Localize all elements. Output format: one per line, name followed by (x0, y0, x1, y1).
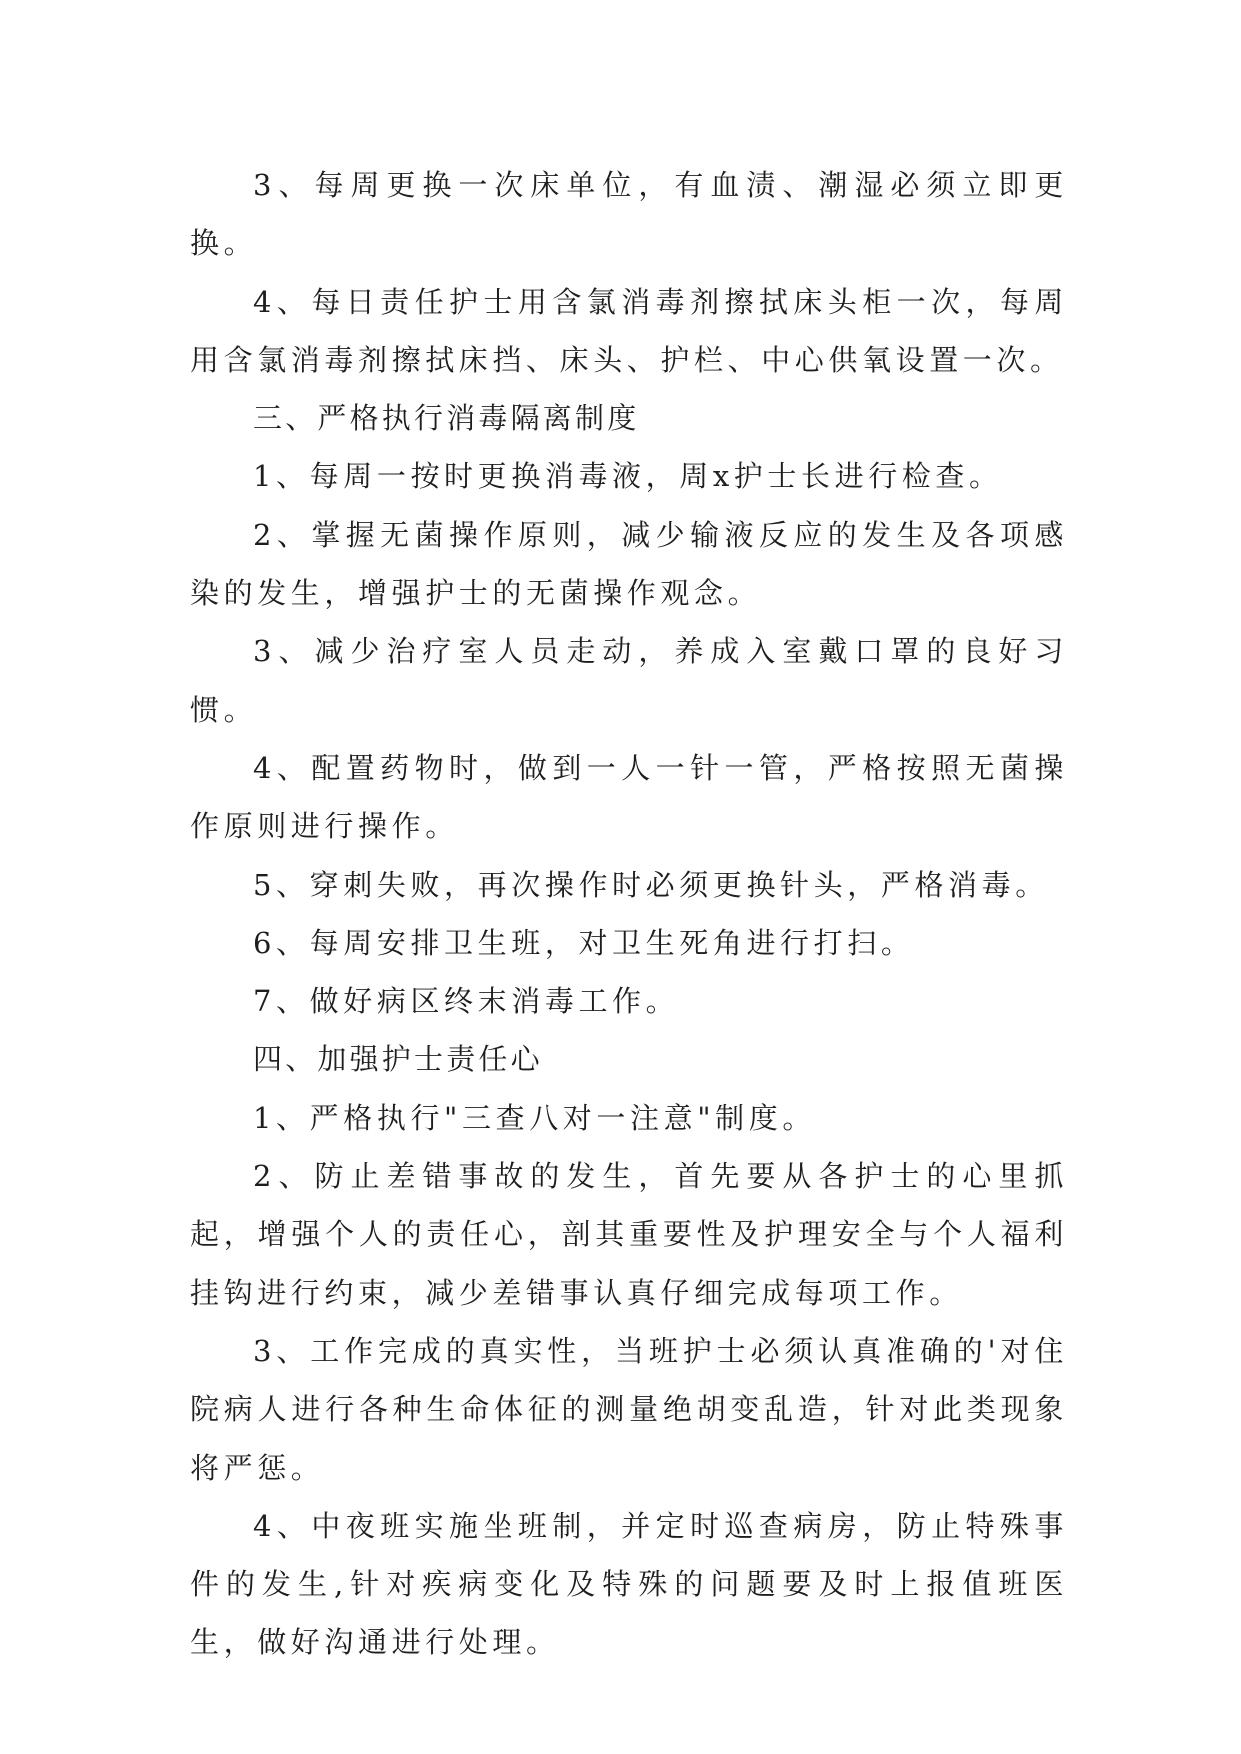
paragraph-item-4: 4、每日责任护士用含氯消毒剂擦拭床头柜一次，每周用含氯消毒剂擦拭床挡、床头、护栏、中心供氧设置一次。 (190, 284, 1068, 377)
paragraph-item-4: 4、配置药物时，做到一人一针一管，严格按照无菌操作原则进行操作。 (190, 750, 1068, 844)
paragraph-item-1: 1、严格执行"三查八对一注意"制度。 (253, 1100, 816, 1135)
section-heading-3: 三、严格执行消毒隔离制度 (253, 401, 640, 436)
paragraph-item-3: 3、每周更换一次床单位，有血渍、潮湿必须立即更换。 (190, 168, 1068, 261)
document-body (190, 156, 1068, 1672)
paragraph-item-5: 5、穿刺失败，再次操作时必须更换针头，严格消毒。 (253, 867, 1049, 902)
section-heading-4: 四、加强护士责任心 (253, 1042, 543, 1077)
paragraph-item-3: 3、工作完成的真实性，当班护士必须认真准确的'对住院病人进行各种生命体征的测量绝胡变乱造，针对此类现象将严惩。 (190, 1333, 1068, 1485)
paragraph-item-6: 6、每周安排卫生班，对卫生死角进行打扫。 (253, 925, 915, 960)
paragraph-item-7: 7、做好病区终末消毒工作。 (253, 984, 680, 1019)
paragraph-item-2: 2、防止差错事故的发生，首先要从各护士的心里抓起，增强个人的责任心，剖其重要性及护理安全与个人福利挂钩进行约束，减少差错事认真仔细完成每项工作。 (190, 1159, 1068, 1310)
paragraph-item-3: 3、减少治疗室人员走动，养成入室戴口罩的良好习惯。 (190, 634, 1068, 727)
paragraph-item-2: 2、掌握无菌操作原则，减少输液反应的发生及各项感染的发生，增强护士的无菌操作观念。 (190, 517, 1068, 611)
paragraph-item-4: 4、中夜班实施坐班制，并定时巡查病房，防止特殊事件的发生,针对疾病变化及特殊的问题要及时上报值班医生，做好沟通进行处理。 (190, 1508, 1068, 1660)
paragraph-item-1: 1、每周一按时更换消毒液，周x护士长进行检查。 (253, 459, 1003, 494)
